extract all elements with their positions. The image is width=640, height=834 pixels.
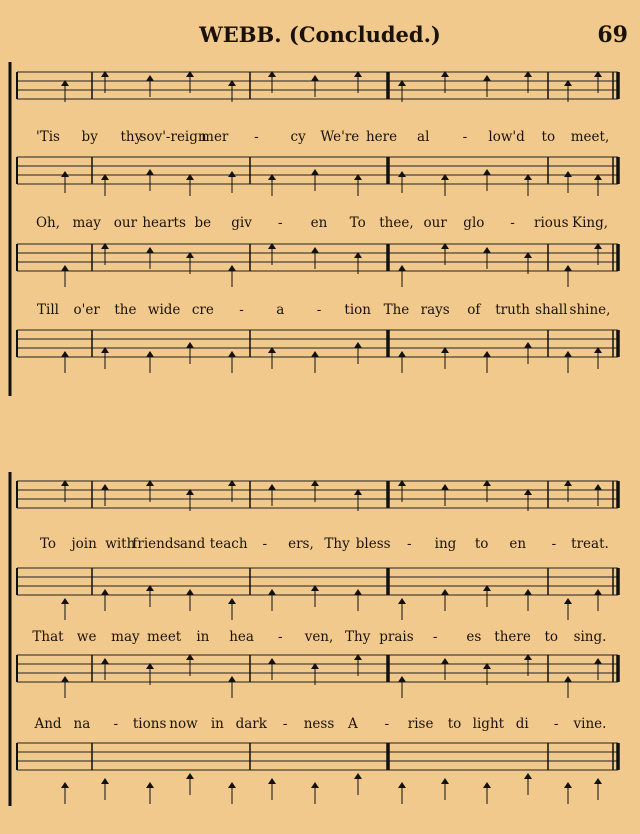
lyric-syllable: na — [73, 716, 91, 732]
note-head — [594, 484, 602, 490]
note-head — [61, 351, 69, 357]
note-head — [228, 351, 236, 357]
lyric-syllable: ing — [434, 536, 457, 552]
note-head — [594, 778, 602, 784]
note-head — [524, 773, 532, 779]
note-head — [354, 589, 362, 595]
lyric-syllable: may — [72, 215, 101, 231]
note-head — [524, 589, 532, 595]
note-head — [441, 658, 449, 664]
note-head — [61, 598, 69, 604]
lyric-syllable: rise — [407, 716, 434, 732]
lyric-syllable: - — [553, 716, 559, 732]
lyric-syllable: That — [32, 629, 64, 645]
lyric-syllable: of — [467, 302, 481, 318]
lyric-syllable: shall — [535, 302, 568, 318]
lyric-syllable: ers, — [288, 536, 314, 552]
note-head — [564, 782, 572, 788]
lyric-syllable: to — [447, 716, 462, 732]
note-head — [228, 598, 236, 604]
note-head — [311, 782, 319, 788]
note-head — [228, 265, 236, 271]
lyric-syllable: To — [349, 215, 366, 231]
lyric-syllable: al — [417, 129, 430, 145]
note-head — [483, 782, 491, 788]
lyric-syllable: and — [179, 536, 206, 552]
lyric-syllable: by — [81, 129, 98, 145]
note-head — [101, 658, 109, 664]
note-head — [146, 247, 154, 253]
note-head — [228, 782, 236, 788]
note-head — [483, 247, 491, 253]
note-head — [564, 676, 572, 682]
note-head — [268, 589, 276, 595]
note-head — [311, 75, 319, 81]
lyric-syllable: sing. — [573, 629, 607, 645]
note-head — [268, 778, 276, 784]
lyric-syllable: Oh, — [35, 215, 61, 231]
note-head — [101, 589, 109, 595]
lyric-syllable: in — [196, 629, 210, 645]
note-head — [101, 778, 109, 784]
note-head — [398, 351, 406, 357]
lyric-syllable: our — [113, 215, 138, 231]
lyric-syllable: es — [466, 629, 482, 645]
lyric-syllable: rious — [534, 215, 569, 231]
lyric-syllable: en — [310, 215, 328, 231]
lyric-syllable: sov'-reign — [139, 129, 207, 145]
note-head — [483, 351, 491, 357]
note-head — [186, 589, 194, 595]
note-head — [398, 598, 406, 604]
lyric-syllable: meet — [147, 629, 182, 645]
lyric-syllable: - — [262, 536, 268, 552]
note-head — [398, 782, 406, 788]
lyric-syllable: - — [462, 129, 468, 145]
lyric-syllable: tion — [344, 302, 371, 318]
lyric-syllable: - — [316, 302, 322, 318]
note-head — [61, 171, 69, 177]
page-number: 69 — [597, 22, 628, 48]
note-head — [146, 75, 154, 81]
note-head — [441, 484, 449, 490]
lyric-syllable: giv — [231, 215, 252, 231]
note-head — [186, 773, 194, 779]
note-head — [268, 658, 276, 664]
lyric-syllable: now — [169, 716, 198, 732]
lyric-syllable: shine, — [569, 302, 611, 318]
lyric-syllable: here — [365, 129, 398, 145]
lyric-syllable: be — [194, 215, 212, 231]
note-head — [311, 169, 319, 175]
lyric-syllable: - — [384, 716, 390, 732]
lyric-syllable: 'Tis — [36, 129, 60, 145]
lyric-syllable: hea — [229, 629, 254, 645]
lyric-syllable: may — [111, 629, 140, 645]
note-head — [228, 171, 236, 177]
note-head — [146, 351, 154, 357]
lyric-syllable: glo — [463, 215, 485, 231]
lyric-syllable: And — [34, 716, 62, 732]
note-head — [354, 773, 362, 779]
lyric-syllable: - — [239, 302, 244, 318]
lyric-syllable: - — [510, 215, 515, 231]
lyric-syllable: - — [432, 629, 438, 645]
lyric-syllable: - — [282, 716, 288, 732]
lyric-syllable: cre — [191, 302, 214, 318]
note-head — [146, 782, 154, 788]
note-head — [311, 351, 319, 357]
lyric-syllable: treat. — [571, 536, 609, 552]
note-head — [354, 342, 362, 348]
lyric-syllable: di — [515, 716, 529, 732]
note-head — [483, 75, 491, 81]
lyric-syllable: the — [114, 302, 137, 318]
lyric-syllable: tions — [132, 716, 167, 732]
note-head — [398, 265, 406, 271]
lyric-syllable: thee, — [379, 215, 414, 231]
lyric-syllable: To — [39, 536, 57, 552]
lyric-syllable: - — [551, 536, 557, 552]
lyric-syllable: dark — [235, 716, 267, 732]
note-head — [564, 351, 572, 357]
lyric-syllable: - — [254, 129, 259, 145]
lyric-syllable: thy — [120, 129, 143, 145]
lyric-syllable: - — [113, 716, 119, 732]
lyric-syllable: meet, — [570, 129, 610, 145]
lyric-syllable: mer — [201, 129, 229, 145]
lyric-syllable: prais — [379, 629, 414, 645]
note-head — [101, 484, 109, 490]
lyric-syllable: - — [278, 629, 283, 645]
note-head — [564, 171, 572, 177]
lyric-syllable: truth — [495, 302, 530, 318]
note-head — [398, 171, 406, 177]
note-head — [61, 676, 69, 682]
lyric-syllable: en — [509, 536, 527, 552]
lyric-syllable: there — [494, 629, 531, 645]
note-head — [594, 658, 602, 664]
lyric-syllable: teach — [209, 536, 248, 552]
lyric-syllable: - — [278, 215, 283, 231]
lyric-syllable: rays — [420, 302, 450, 318]
lyric-syllable: vine. — [573, 716, 607, 732]
note-head — [228, 676, 236, 682]
lyric-syllable: to — [541, 129, 556, 145]
lyric-syllable: Till — [37, 302, 59, 318]
note-head — [146, 169, 154, 175]
lyric-syllable: o'er — [73, 302, 100, 318]
lyric-syllable: A — [348, 716, 358, 732]
note-head — [441, 589, 449, 595]
lyric-syllable: we — [76, 629, 97, 645]
lyric-syllable: hearts — [142, 215, 186, 231]
note-head — [268, 484, 276, 490]
lyric-syllable: friends — [132, 536, 181, 552]
note-head — [564, 598, 572, 604]
lyric-syllable: ness — [303, 716, 335, 732]
note-head — [311, 247, 319, 253]
lyric-syllable: low'd — [488, 129, 525, 145]
lyric-syllable: with — [105, 536, 136, 552]
lyric-syllable: - — [407, 536, 412, 552]
note-head — [441, 778, 449, 784]
note-head — [564, 265, 572, 271]
note-head — [61, 782, 69, 788]
lyric-syllable: We're — [320, 129, 360, 145]
lyric-syllable: to — [544, 629, 559, 645]
lyric-syllable: Thy — [345, 629, 371, 645]
lyric-syllable: join — [71, 536, 97, 552]
note-head — [483, 169, 491, 175]
lyric-syllable: our — [423, 215, 447, 231]
lyric-syllable: The — [383, 302, 410, 318]
lyric-syllable: bless — [355, 536, 391, 552]
lyric-syllable: wide — [147, 302, 181, 318]
lyric-syllable: Thy — [324, 536, 350, 552]
lyric-syllable: cy — [290, 129, 306, 145]
lyric-syllable: King, — [571, 215, 609, 231]
hymn-title: WEBB. (Concluded.) — [199, 22, 441, 47]
lyric-syllable: ven, — [304, 629, 334, 645]
note-head — [594, 589, 602, 595]
lyric-syllable: light — [472, 716, 505, 732]
note-head — [524, 342, 532, 348]
note-head — [398, 676, 406, 682]
note-head — [61, 265, 69, 271]
lyric-syllable: to — [474, 536, 489, 552]
lyric-syllable: in — [210, 716, 224, 732]
note-head — [186, 342, 194, 348]
lyric-syllable: a — [276, 302, 285, 318]
